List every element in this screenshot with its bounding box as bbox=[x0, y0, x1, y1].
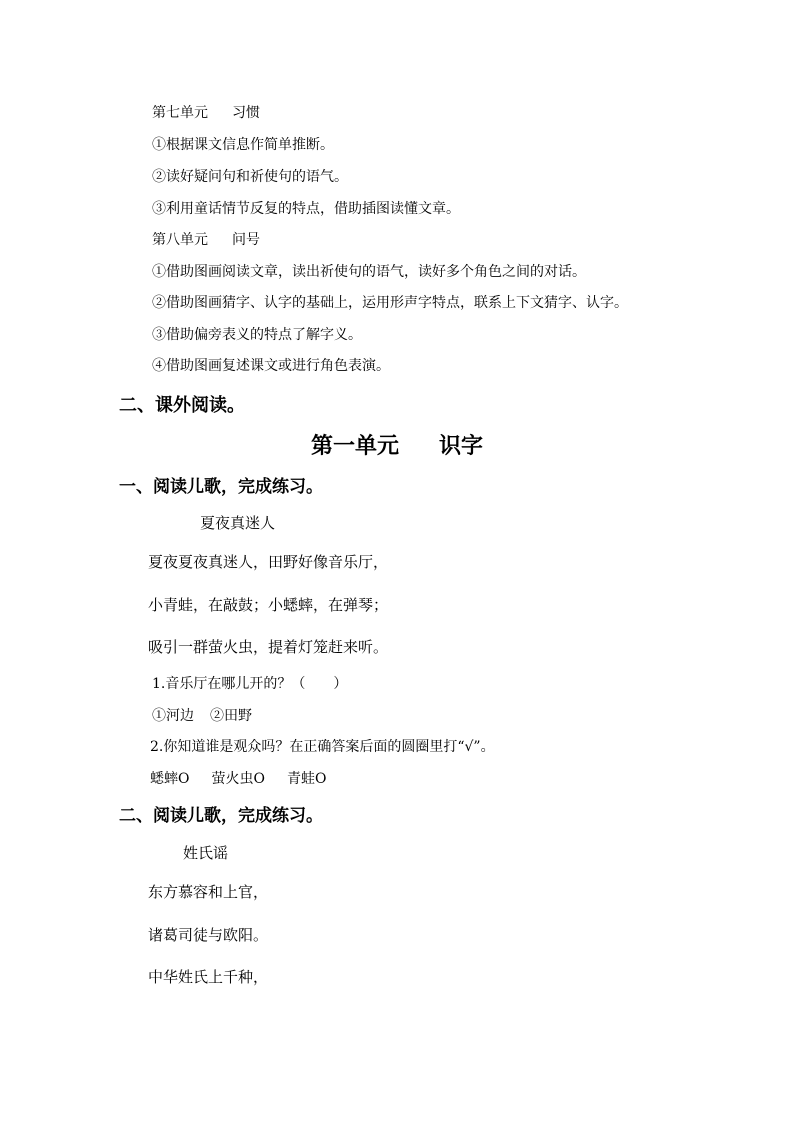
chapter-topic: 识字 bbox=[439, 433, 484, 459]
option-river: ①河边 bbox=[152, 708, 194, 724]
unit7-item-1: ①根据课文信息作简单推断。 bbox=[152, 137, 334, 153]
unit8-topic: 问号 bbox=[232, 232, 260, 248]
exercise1-poem-line-1: 夏夜夏夜真迷人，田野好像音乐厅， bbox=[148, 553, 389, 571]
exercise1-poem-line-3: 吸引一群萤火虫，提着灯笼赶来听。 bbox=[148, 638, 389, 656]
section-heading-extracurricular-reading: 二、课外阅读。 bbox=[119, 395, 245, 416]
exercise1-question-1: 1.音乐厅在哪儿开的？（ ） bbox=[152, 676, 348, 692]
choice-frog: 青蛙O bbox=[286, 771, 327, 787]
unit7-name: 第七单元 bbox=[152, 105, 208, 121]
chapter-title bbox=[0, 435, 794, 457]
exercise1-poem-line-2: 小青蛙，在敲鼓；小蟋蟀，在弹琴； bbox=[148, 596, 389, 614]
exercise1-question-2: 2.你知道谁是观众吗？在正确答案后面的圆圈里打“√”。 bbox=[150, 739, 495, 755]
exercise2-poem-line-1: 东方慕容和上官， bbox=[148, 883, 269, 901]
choice-firefly: 萤火虫O bbox=[211, 771, 265, 787]
option-field: ②田野 bbox=[210, 708, 252, 724]
unit7-item-3: ③利用童话情节反复的特点，借助插图读懂文章。 bbox=[152, 201, 460, 217]
unit8-name: 第八单元 bbox=[152, 232, 208, 248]
unit8-item-2: ②借助图画猜字、认字的基础上，运用形声字特点，联系上下文猜字、认字。 bbox=[152, 295, 628, 311]
exercise2-poem-line-3: 中华姓氏上千种， bbox=[148, 968, 269, 986]
exercise1-question-2-choices bbox=[150, 772, 326, 786]
exercise1-question-1-options bbox=[152, 709, 252, 723]
exercise1-heading: 一、阅读儿歌，完成练习。 bbox=[119, 477, 323, 497]
unit8-item-4: ④借助图画复述课文或进行角色表演。 bbox=[152, 358, 390, 374]
exercise1-poem-title: 夏夜真迷人 bbox=[200, 514, 276, 532]
unit8-item-3: ③借助偏旁表义的特点了解字义。 bbox=[152, 327, 362, 343]
chapter-name: 第一单元 bbox=[310, 433, 399, 459]
unit7-topic: 习惯 bbox=[232, 105, 260, 121]
unit7-heading bbox=[152, 106, 260, 120]
exercise2-poem-title: 姓氏谣 bbox=[183, 844, 229, 862]
exercise2-heading: 二、阅读儿歌，完成练习。 bbox=[119, 806, 323, 826]
choice-cricket: 蟋蟀O bbox=[150, 771, 190, 787]
unit8-item-1: ①借助图画阅读文章，读出祈使句的语气，读好多个角色之间的对话。 bbox=[152, 264, 586, 280]
unit8-heading bbox=[152, 233, 260, 247]
unit7-item-2: ②读好疑问句和祈使句的语气。 bbox=[152, 169, 348, 185]
exercise2-poem-line-2: 诸葛司徒与欧阳。 bbox=[148, 926, 269, 944]
